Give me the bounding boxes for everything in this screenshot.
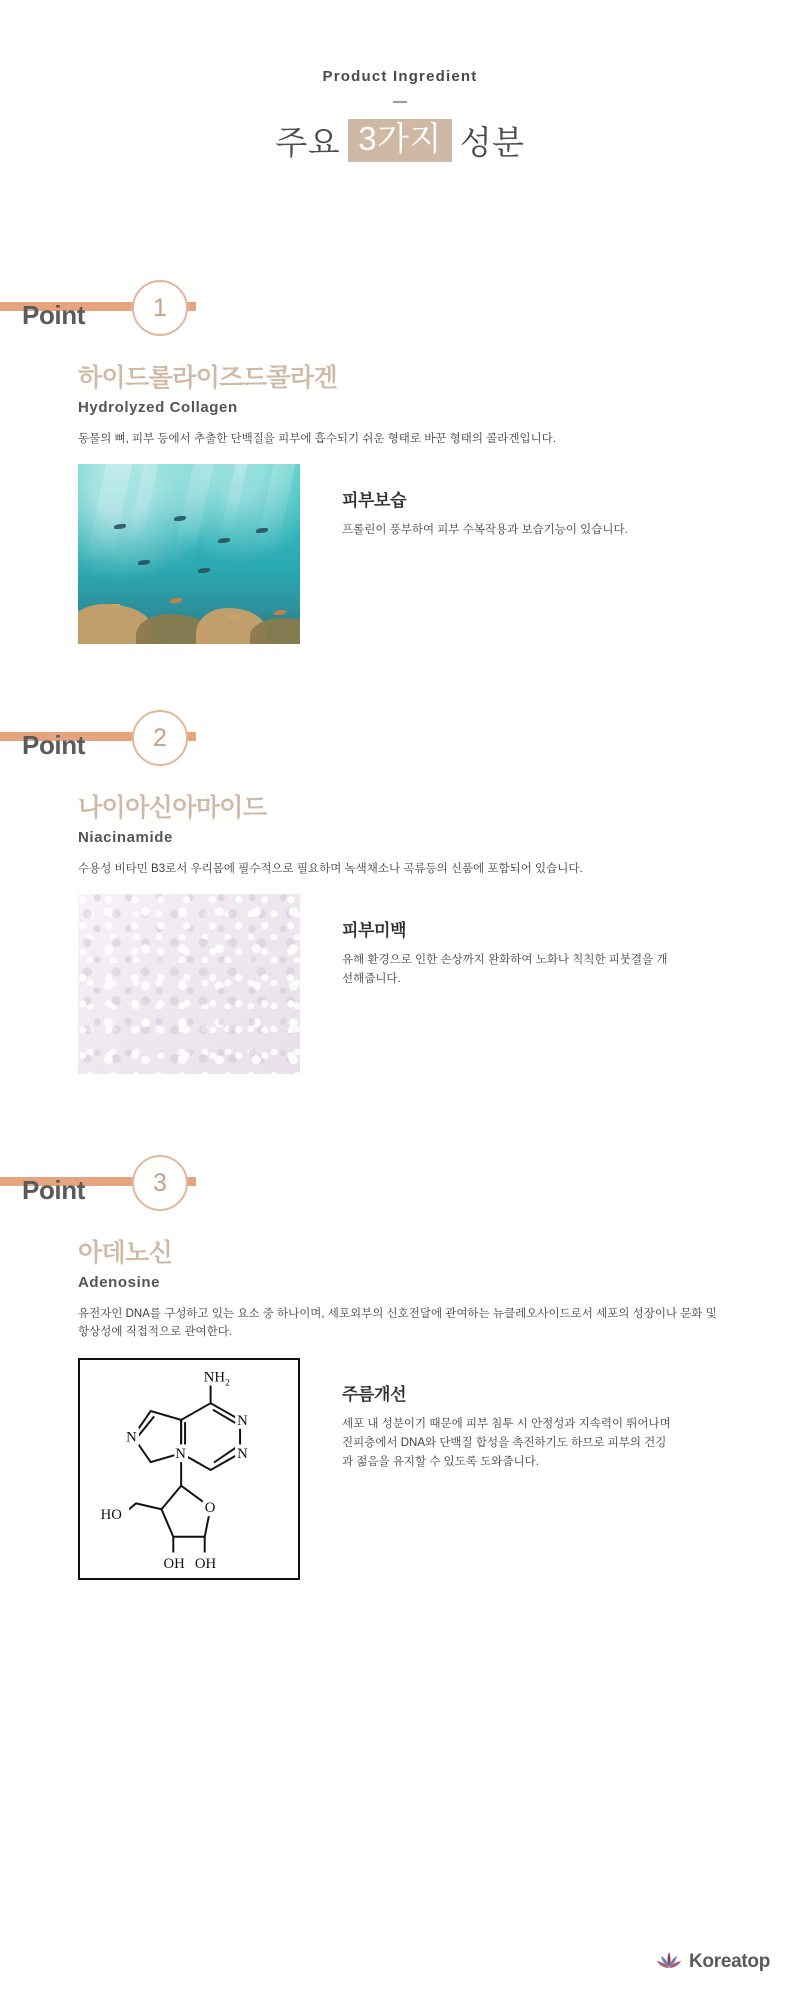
footer-logo (656, 1950, 770, 1974)
ingredient-section-3 (0, 1155, 800, 1580)
label-oh-left: OH (163, 1555, 185, 1572)
label-oh-right: OH (194, 1555, 217, 1572)
point-label-1: Point (22, 300, 85, 330)
ingredient-description-2: 수용성 비타민 B3로서 우리몸에 필수적으로 필요하며 녹색채소나 곡류등의 신품에 포함되어 있습니다. (78, 863, 583, 875)
ingredient-description-3: 유전자인 DNA를 구성하고 있는 요소 중 하나이며, 세포외부의 신호전달에 관여하는 뉴클레오사이드로서 세포의 성장이나 문화 및 항상성에 직접적으로 관여한다. (78, 1308, 717, 1339)
label-ring-o: O (204, 1499, 216, 1516)
label-n-1: N (237, 1412, 248, 1429)
brand-name: Koreatop (689, 1951, 770, 1972)
point-number-3: 3 (132, 1155, 188, 1211)
point-label-2: Point (22, 730, 85, 760)
label-n-2: N (237, 1445, 248, 1462)
ingredient-section-2 (0, 710, 800, 1074)
ingredient-media-row-3 (78, 1358, 800, 1580)
ingredient-media-row-2 (78, 894, 800, 1074)
label-ho: HO (100, 1506, 122, 1523)
point-number-2: 2 (132, 710, 188, 766)
white-powder-photo (78, 894, 300, 1074)
point-banner-1 (0, 280, 800, 342)
point-banner-2 (0, 710, 800, 772)
ingredient-name-en-1: Hydrolyzed Collagen (78, 399, 238, 416)
benefit-block-2 (342, 894, 672, 989)
adenosine-structure-diagram (78, 1358, 300, 1580)
powder-illustration (78, 894, 300, 1074)
ingredient-name-en-3: Adenosine (78, 1274, 161, 1291)
ingredient-name-ko-2: 나이아신아마이드 (78, 794, 267, 822)
page-title-post: 성분 (459, 124, 525, 161)
header-eyebrow: Product Ingredient (322, 68, 478, 85)
label-n-3: N (126, 1429, 137, 1446)
ingredient-name-ko-1: 하이드롤라이즈드콜라겐 (78, 364, 338, 392)
underwater-reef-photo (78, 464, 300, 644)
benefit-text-2: 유해 환경으로 인한 손상까지 완화하여 노화나 칙칙한 피붓결을 개선해줍니다. (342, 954, 668, 986)
adenosine-svg (80, 1360, 298, 1578)
benefit-title-1: 피부보습 (342, 491, 407, 511)
header-divider (393, 101, 407, 103)
label-n-4: N (175, 1445, 186, 1462)
benefit-block-3 (342, 1358, 672, 1472)
reef-illustration (78, 464, 300, 644)
benefit-text-1: 프롤린이 풍부하여 피부 수복작용과 보습기능이 있습니다. (342, 524, 628, 537)
page-title-highlight: 3가지 (348, 119, 452, 161)
ingredient-section-1 (0, 280, 800, 644)
benefit-text-3: 세포 내 성분이기 때문에 피부 침투 시 안정성과 지속력이 뛰어나며 진피층에서 DNA와 단백질 합성을 촉진하기도 하므로 피부의 건깅과 젊음을 유지할 수 있도록 도와줍니다. (342, 1417, 671, 1468)
point-number-1: 1 (132, 280, 188, 336)
benefit-block-1 (342, 464, 628, 540)
benefit-title-2: 피부미백 (342, 921, 407, 941)
ingredient-media-row-1 (78, 464, 800, 644)
page-header (0, 0, 800, 164)
ingredient-description-1: 동물의 뼈, 피부 등에서 추출한 단백질을 피부에 흡수되기 쉬운 형태로 바꾼 형태의 콜라겐입니다. (78, 433, 556, 445)
page-title (0, 117, 800, 164)
point-banner-3 (0, 1155, 800, 1217)
page-title-pre: 주요 (275, 124, 341, 161)
chemical-structure (78, 1358, 300, 1580)
benefit-title-3: 주름개선 (342, 1384, 407, 1404)
ingredient-name-ko-3: 아데노신 (78, 1239, 173, 1267)
point-label-3: Point (22, 1175, 85, 1205)
label-nh2: $NH_2$ (203, 1369, 230, 1389)
lotus-icon (656, 1950, 682, 1974)
ingredient-name-en-2: Niacinamide (78, 829, 173, 846)
